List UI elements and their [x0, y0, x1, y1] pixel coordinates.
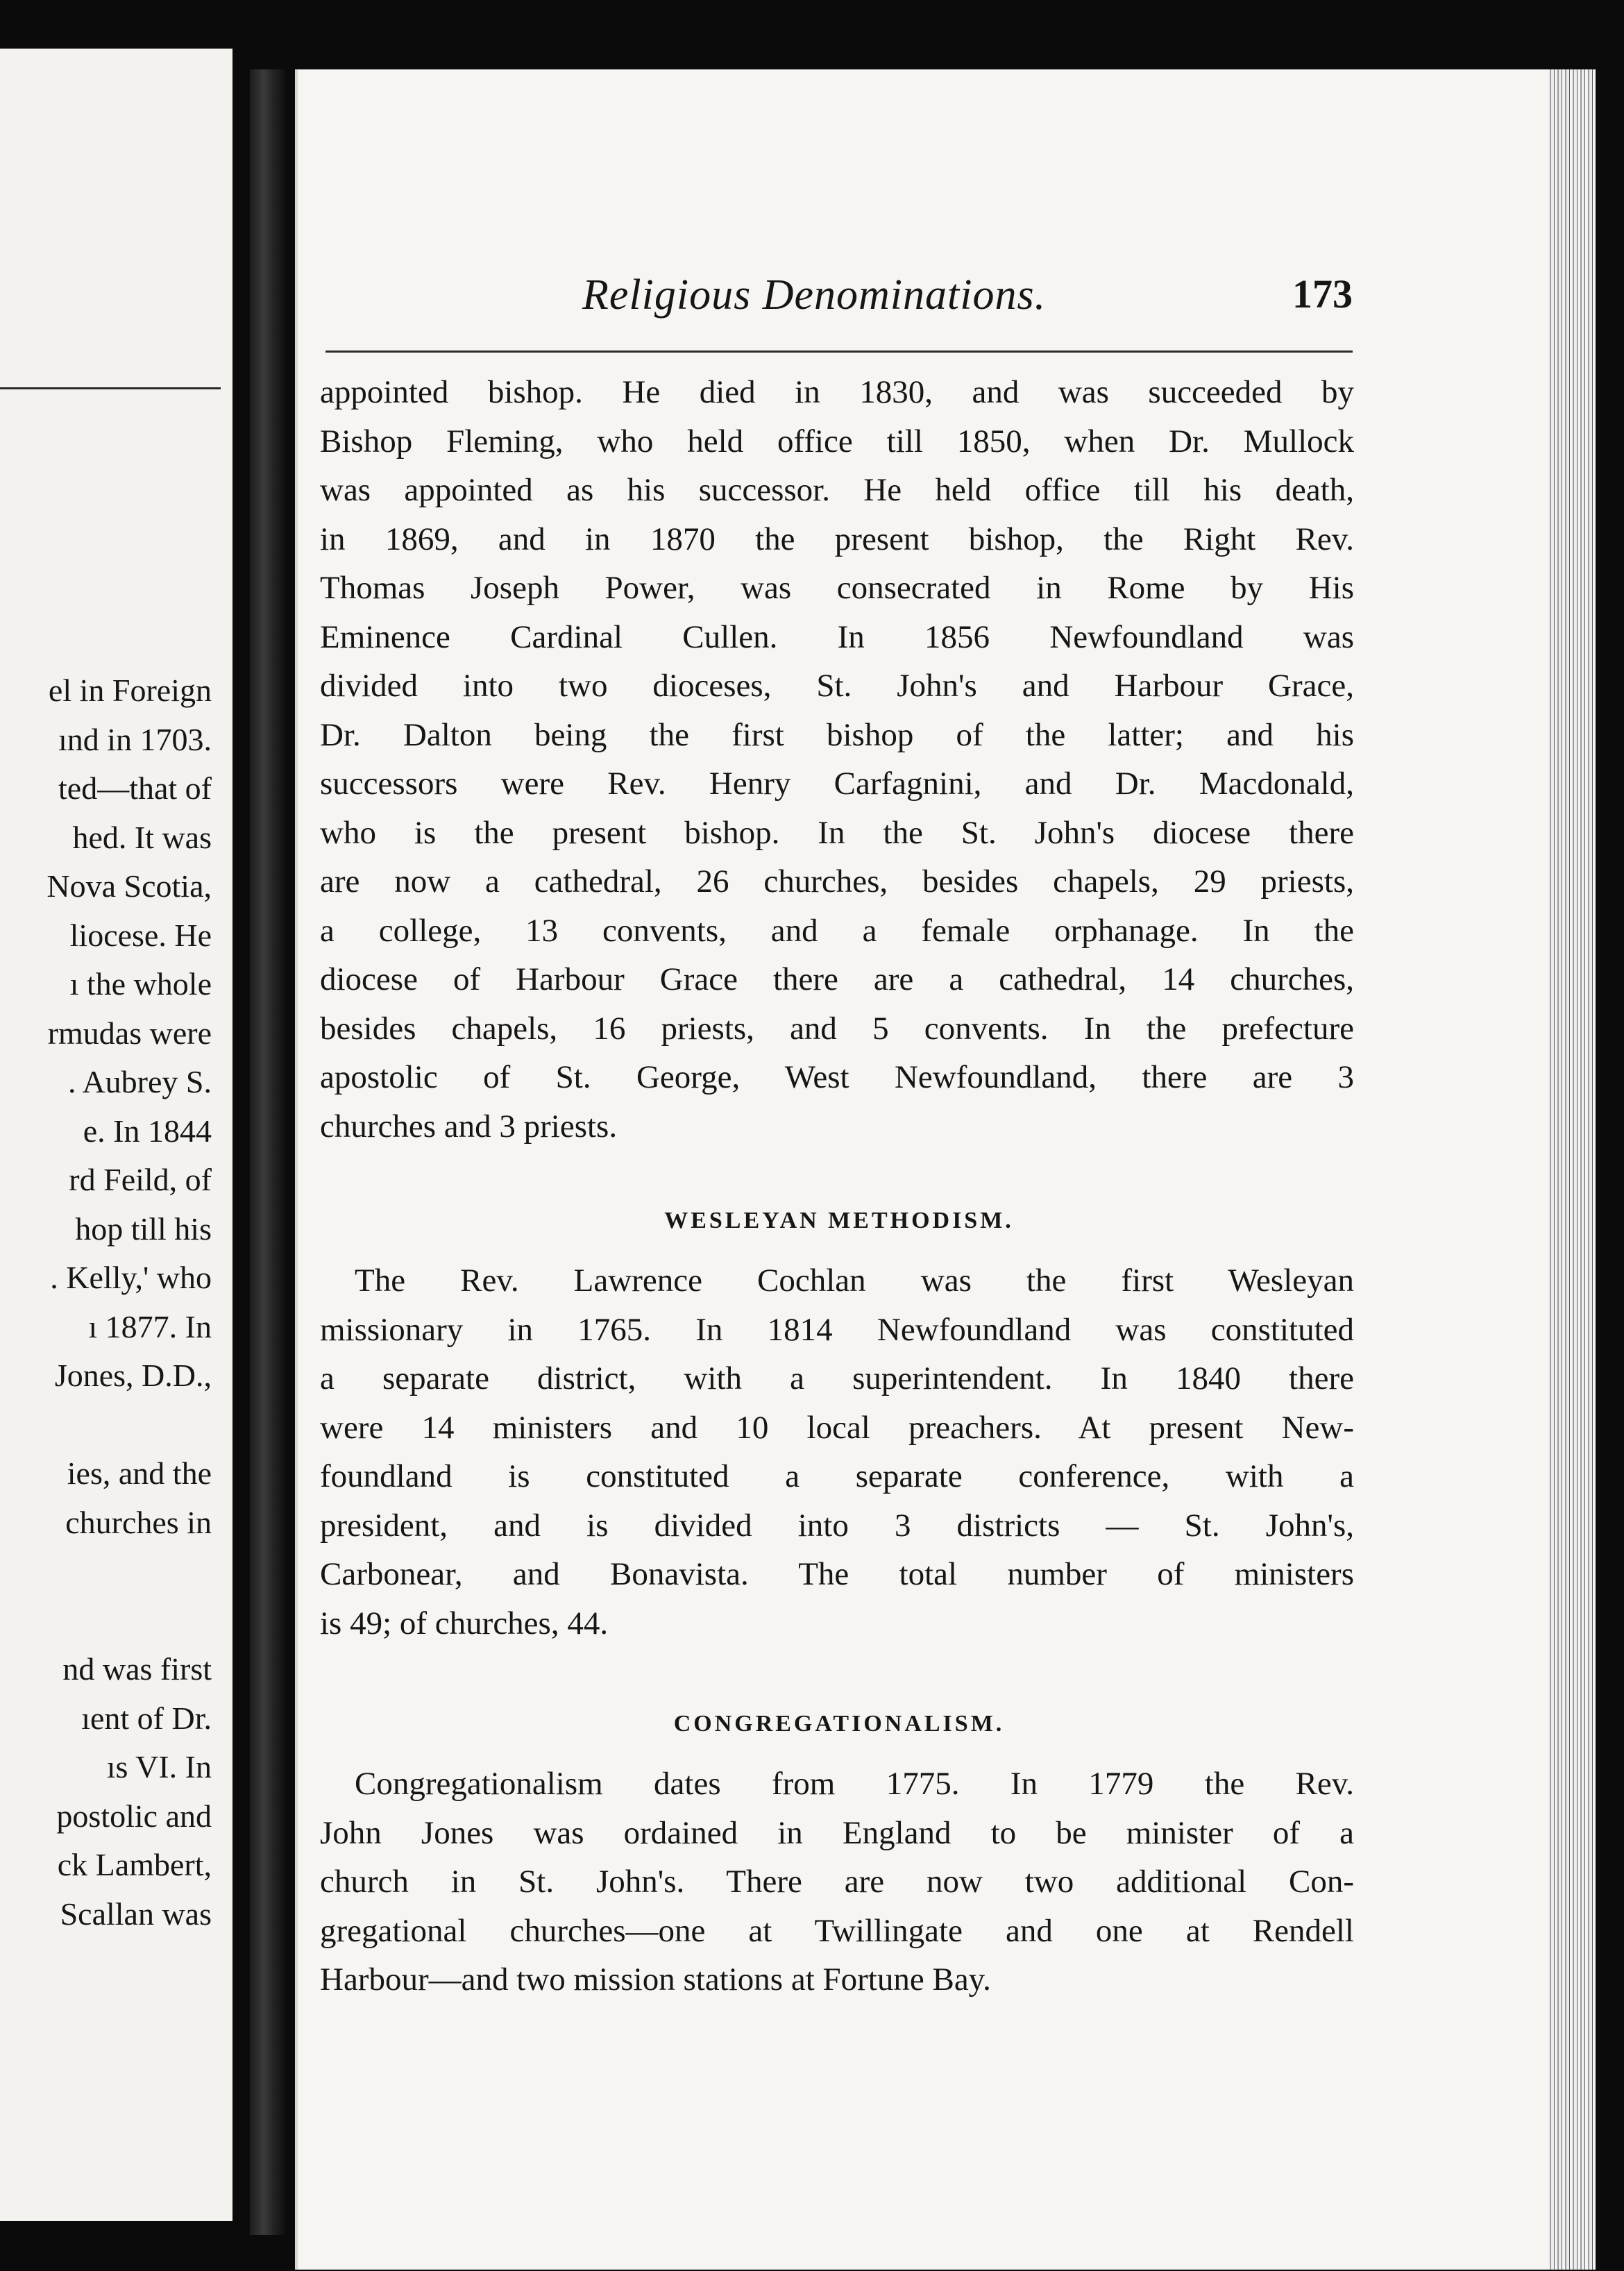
text-line: were 14 ministers and 10 local preachers. At present New- [320, 1409, 1354, 1446]
left-facing-page [0, 49, 232, 2221]
left-page-line [0, 1596, 212, 1646]
paragraph-wesleyan [320, 1256, 1354, 1648]
left-page-line: ck Lambert, [57, 1847, 212, 1882]
left-page-line: postolic and [56, 1798, 212, 1834]
text-line: Dr. Dalton being the first bishop of the latter; and his [320, 716, 1354, 753]
paragraph-roman-catholic [320, 368, 1354, 1151]
left-page-line: hop till his [75, 1210, 212, 1247]
left-page-line: ies, and the [67, 1455, 212, 1491]
text-line: Harbour—and two mission stations at Fortune Bay. [320, 1961, 991, 1998]
left-page-line: ınd in 1703. [58, 721, 212, 757]
left-page-line: rmudas were [47, 1015, 212, 1051]
text-line: divided into two dioceses, St. John's and Harbour Grace, [320, 668, 1354, 704]
text-line: besides chapels, 16 priests, and 5 convents. In the prefecture [320, 1010, 1354, 1047]
left-page-line: Scallan was [60, 1896, 212, 1932]
left-page-line [0, 1401, 212, 1450]
left-page-line: Nova Scotia, [46, 868, 212, 904]
text-line: diocese of Harbour Grace there are a cathedral, 14 churches, [320, 961, 1354, 997]
left-page-line: Jones, D.D., [54, 1358, 212, 1393]
left-page-text [0, 666, 212, 1939]
left-page-line: ı 1877. In [88, 1308, 212, 1344]
text-line: appointed bishop. He died in 1830, and was succeeded by [320, 374, 1354, 410]
left-page-line: ıs VI. In [106, 1749, 212, 1784]
text-line: Eminence Cardinal Cullen. In 1856 Newfoundland was [320, 618, 1354, 655]
text-line: successors were Rev. Henry Carfagnini, and Dr. Macdonald, [320, 766, 1354, 802]
text-line: Bishop Fleming, who held office till 1850, when Dr. Mullock [320, 423, 1354, 459]
header-rule [325, 351, 1353, 353]
text-line: apostolic of St. George, West Newfoundland, there are 3 [320, 1059, 1354, 1095]
text-line: John Jones was ordained in England to be minister of a [320, 1814, 1354, 1851]
left-page-line: liocese. He [69, 917, 212, 953]
text-line: who is the present bishop. In the St. John's diocese there [320, 814, 1354, 851]
left-page-line: hed. It was [72, 819, 212, 855]
text-line: are now a cathedral, 26 churches, besides chapels, 29 priests, [320, 863, 1354, 900]
text-line: church in St. John's. There are now two additional Con- [320, 1864, 1354, 1900]
left-page-line: ted—that of [58, 770, 212, 806]
text-line: in 1869, and in 1870 the present bishop, the Right Rev. [320, 521, 1354, 557]
running-title: Religious Denominations. [582, 271, 1047, 319]
text-line: a college, 13 convents, and a female orphanage. In the [320, 912, 1354, 949]
left-page-line: ıent of Dr. [81, 1700, 212, 1736]
left-page-line [0, 1547, 212, 1596]
left-page-header-rule [0, 387, 221, 389]
left-page-line: el in Foreign [48, 673, 212, 708]
text-line: foundland is constituted a separate conference, with a [320, 1458, 1354, 1494]
section-heading-congregationalism: CONGREGATIONALISM. [673, 1711, 1005, 1737]
text-line: missionary in 1765. In 1814 Newfoundland was constituted [320, 1311, 1354, 1348]
left-page-line: nd was first [62, 1651, 212, 1687]
page-edges [1547, 69, 1596, 2270]
text-line: a separate district, with a superintendent. In 1840 there [320, 1360, 1354, 1396]
left-page-line: e. In 1844 [83, 1113, 212, 1149]
section-heading-wesleyan: WESLEYAN METHODISM. [664, 1208, 1014, 1233]
page-number: 173 [1292, 271, 1353, 316]
left-page-line: . Kelly,' who [50, 1260, 212, 1295]
text-line: is 49; of churches, 44. [320, 1605, 609, 1641]
text-line: was appointed as his successor. He held office till his death, [320, 472, 1354, 508]
text-line: Thomas Joseph Power, was consecrated in Rome by His [320, 570, 1354, 606]
text-line: Congregationalism dates from 1775. In 1779 the Rev. [355, 1766, 1354, 1802]
left-page-line: churches in [65, 1504, 212, 1540]
page-header [298, 271, 1353, 333]
book-gutter [250, 69, 285, 2235]
text-line: president, and is divided into 3 districts — St. John's, [320, 1507, 1354, 1544]
left-page-line: . Aubrey S. [68, 1064, 212, 1099]
text-line: The Rev. Lawrence Cochlan was the first Wesleyan [355, 1263, 1354, 1299]
right-page [295, 69, 1596, 2270]
text-line: churches and 3 priests. [320, 1108, 618, 1145]
text-line: gregational churches—one at Twillingate and one at Rendell [320, 1912, 1354, 1949]
text-line: Carbonear, and Bonavista. The total number of ministers [320, 1556, 1354, 1592]
left-page-line: ı the whole [69, 966, 212, 1002]
paragraph-congregationalism [320, 1759, 1354, 2004]
left-page-line: rd Feild, of [69, 1162, 212, 1197]
